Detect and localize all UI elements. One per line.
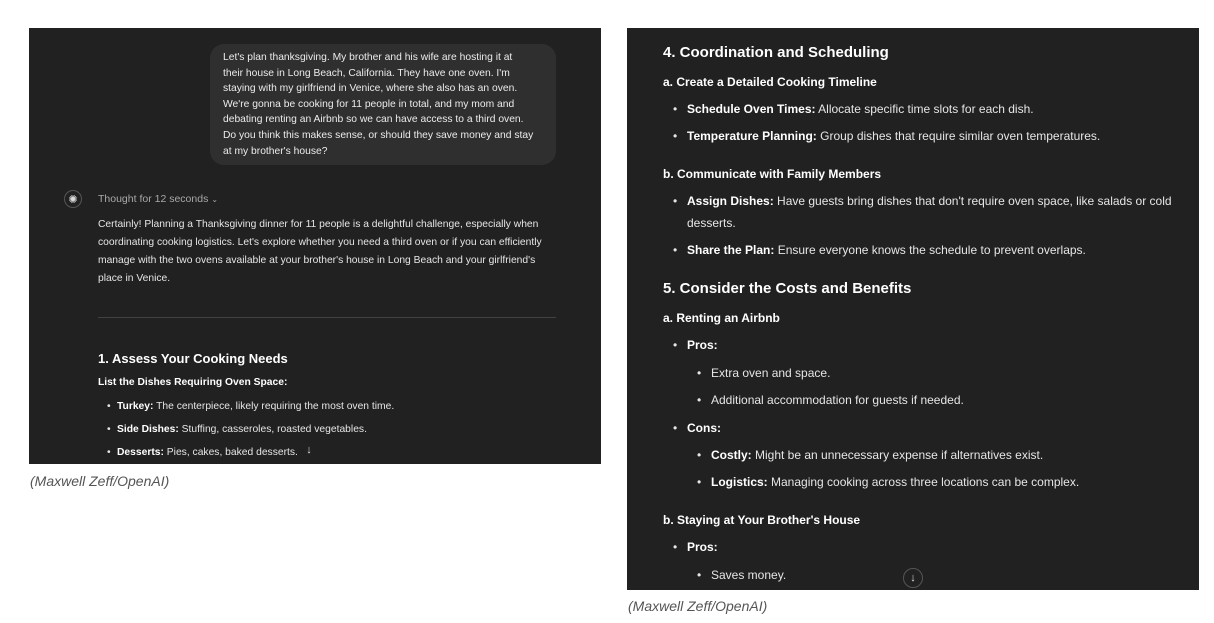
thought-label: Thought for 12 seconds (98, 193, 209, 205)
item-label: Logistics: (711, 475, 768, 489)
openai-logo-icon: ✺ (64, 190, 82, 208)
scroll-down-button[interactable] (903, 568, 923, 588)
user-message-line: Let's plan thanksgiving. My brother and his wife are hosting it at (223, 52, 513, 63)
list-item: • Pros: (673, 540, 718, 554)
list-item: • Desserts: Pies, cakes, baked desserts. (107, 447, 298, 458)
thought-toggle[interactable] (98, 193, 218, 205)
item-label: Share the Plan: (687, 243, 775, 257)
list-item: • Pros: (673, 338, 718, 352)
cons-label: Cons: (687, 421, 721, 435)
item-label: Desserts: (117, 447, 164, 458)
user-message-line: Do you think this makes sense, or should they save money and stay (223, 129, 534, 141)
item-text: Have guests bring dishes that don't require oven space, like salads or cold (773, 194, 1172, 208)
list-item: • Saves money. (697, 568, 787, 582)
section-subheading: List the Dishes Requiring Oven Space: (98, 377, 288, 388)
answer-line: manage with the two ovens available at your brother's house in Long Beach and your girlfriend's (98, 255, 536, 266)
subsection-heading: b. Staying at Your Brother's House (663, 513, 861, 527)
subsection-heading: a. Renting an Airbnb (663, 311, 780, 325)
right-chat-screenshot (627, 28, 1199, 590)
image-caption: (Maxwell Zeff/OpenAI) (30, 473, 170, 489)
item-text: Managing cooking across three locations can be complex. (767, 475, 1080, 489)
left-chat-screenshot (29, 28, 601, 464)
item-text-continued: desserts. (687, 216, 736, 230)
item-text: The centerpiece, likely requiring the most oven time. (153, 401, 395, 412)
user-message-line: at my brother's house? (223, 145, 328, 157)
item-text: Group dishes that require similar oven temperatures. (816, 129, 1101, 143)
section-heading: 4. Coordination and Scheduling (663, 44, 889, 61)
list-item: • Side Dishes: Stuffing, casseroles, roasted vegetables. (107, 424, 367, 435)
item-text: Ensure everyone knows the schedule to prevent overlaps. (774, 243, 1086, 257)
list-item: • Schedule Oven Times: Allocate specific time slots for each dish. (673, 102, 1034, 116)
arrow-down-icon: ↓ (306, 444, 312, 456)
item-label: Costly: (711, 448, 752, 462)
answer-line: place in Venice. (98, 273, 171, 284)
list-item: • Logistics: Managing cooking across three locations can be complex. (697, 475, 1080, 489)
pros-label: Pros: (687, 338, 718, 352)
item-text: Extra oven and space. (711, 366, 831, 380)
image-caption: (Maxwell Zeff/OpenAI) (628, 598, 768, 614)
list-item: • Share the Plan: Ensure everyone knows the schedule to prevent overlaps. (673, 243, 1086, 257)
list-item: • Assign Dishes: Have guests bring dishes that don't require oven space, like salads or cold (673, 194, 1172, 208)
pros-label: Pros: (687, 540, 718, 554)
item-label: Assign Dishes: (687, 194, 774, 208)
list-item: • Additional accommodation for guests if needed. (697, 393, 964, 407)
item-label: Turkey: (117, 401, 154, 412)
item-label: Schedule Oven Times: (687, 102, 816, 116)
section-heading: 1. Assess Your Cooking Needs (98, 351, 288, 366)
item-label: Temperature Planning: (687, 129, 817, 143)
chevron-down-icon: ⌄ (211, 195, 219, 204)
subsection-heading: a. Create a Detailed Cooking Timeline (663, 75, 877, 89)
answer-line: Certainly! Planning a Thanksgiving dinner for 11 people is a delightful challenge, especially when (98, 219, 539, 230)
list-item: • Turkey: The centerpiece, likely requiring the most oven time. (107, 401, 395, 412)
scroll-down-button[interactable] (299, 441, 319, 461)
answer-line: coordinating cooking logistics. Let's explore whether you need a third oven or if you can efficiently (98, 237, 542, 248)
assistant-answer (98, 216, 568, 288)
user-message-line: We're gonna be cooking for 11 people in total, and my mom and (223, 98, 515, 110)
item-text: Allocate specific time slots for each dish. (815, 102, 1034, 116)
item-label: Side Dishes: (117, 424, 179, 435)
list-item: • Extra oven and space. (697, 366, 831, 380)
user-message-line: their house in Long Beach, California. They have one oven. I'm (223, 67, 510, 79)
item-text: Might be an unnecessary expense if alternatives exist. (751, 448, 1044, 462)
list-item: • Temperature Planning: Group dishes that require similar oven temperatures. (673, 129, 1101, 143)
item-text: Stuffing, casseroles, roasted vegetables. (178, 424, 367, 435)
section-heading: 5. Consider the Costs and Benefits (663, 280, 912, 297)
list-item: • Costly: Might be an unnecessary expense if alternatives exist. (697, 448, 1044, 462)
list-item: • Cons: (673, 421, 721, 435)
arrow-down-icon: ↓ (910, 572, 916, 584)
subsection-heading: b. Communicate with Family Members (663, 167, 882, 181)
divider (98, 317, 556, 318)
item-text: Saves money. (711, 568, 787, 582)
item-text: Pies, cakes, baked desserts. (163, 447, 298, 458)
user-message-bubble (210, 44, 556, 165)
user-message-line: debating renting an Airbnb so we can have access to a third oven. (223, 114, 524, 126)
item-text: Additional accommodation for guests if needed. (711, 393, 964, 407)
user-message-line: staying with my girlfriend in Venice, where she also has an oven. (223, 83, 518, 95)
